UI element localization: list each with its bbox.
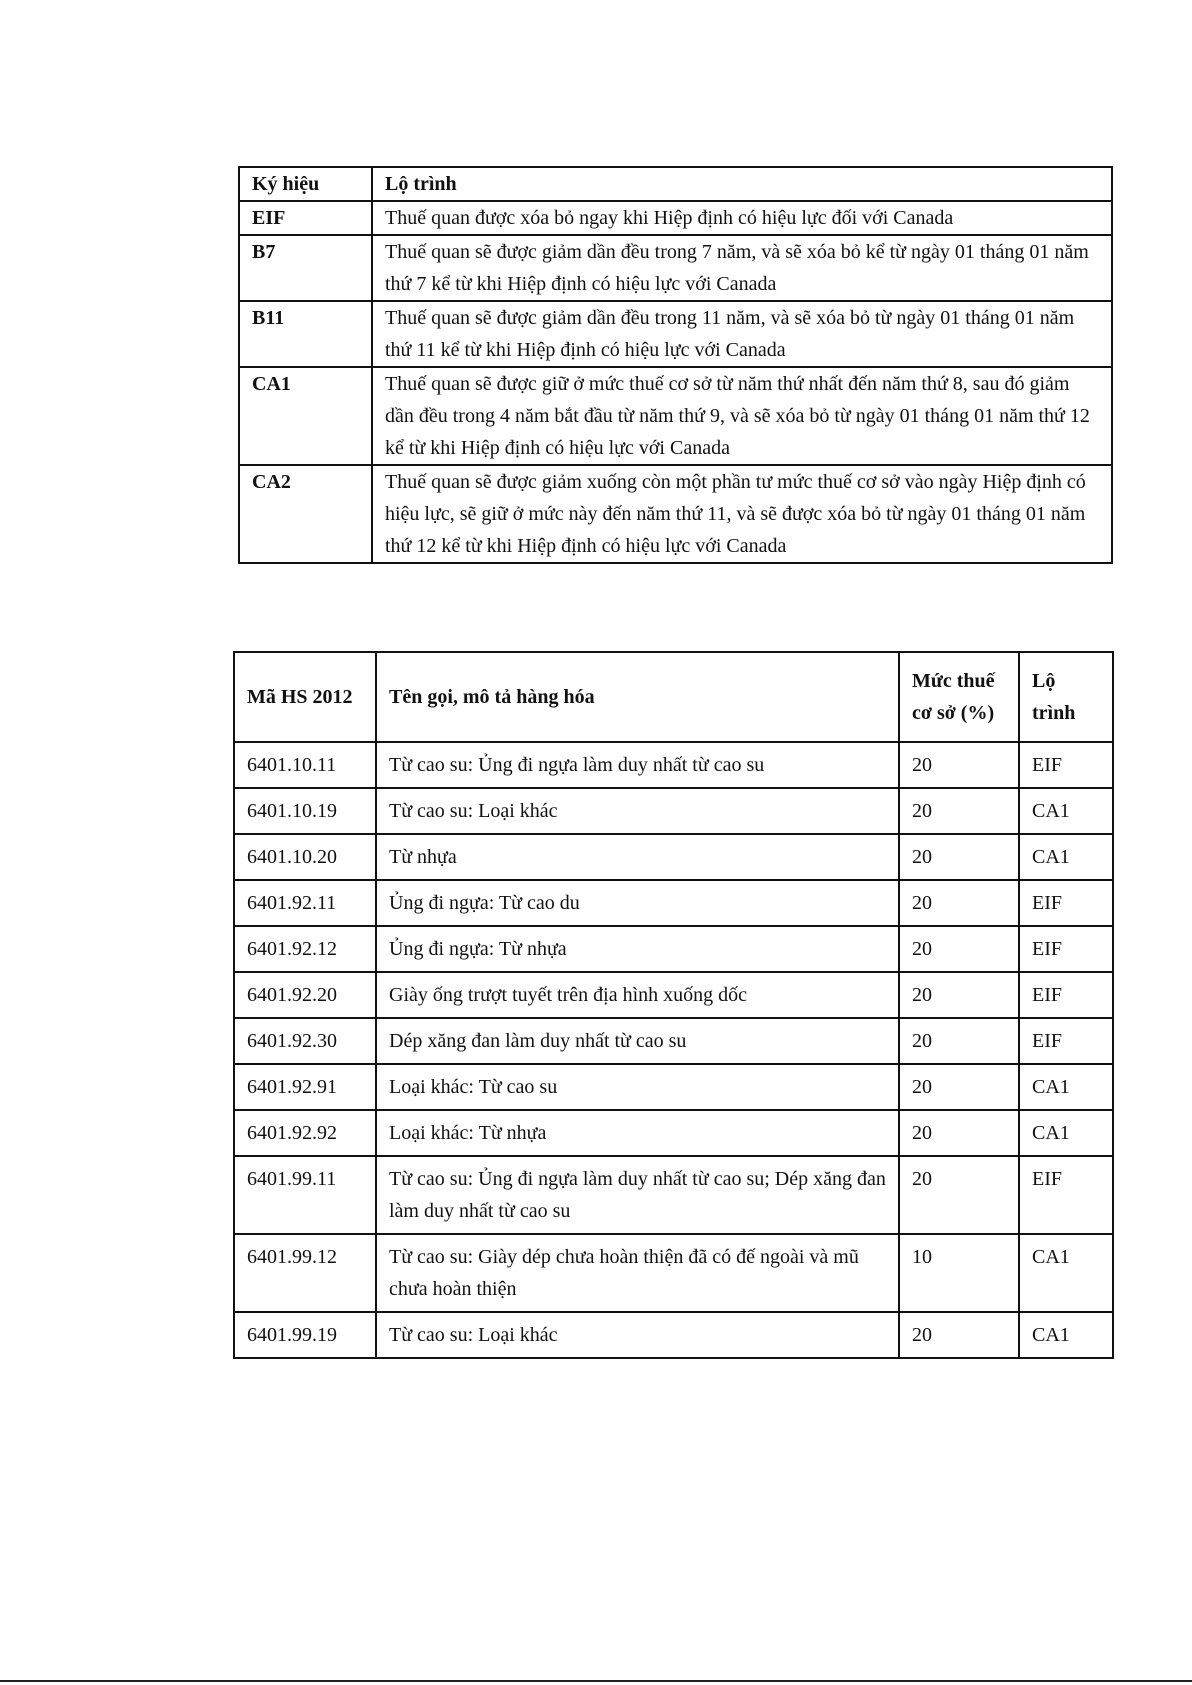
tariff-header-base-rate: Mức thuế cơ sở (%) bbox=[899, 652, 1019, 742]
description-cell: Ủng đi ngựa: Từ nhựa bbox=[376, 926, 899, 972]
description-cell: Từ cao su: Loại khác bbox=[376, 788, 899, 834]
legend-code-cell: B11 bbox=[239, 301, 372, 367]
description-cell: Dép xăng đan làm duy nhất từ cao su bbox=[376, 1018, 899, 1064]
tariff-header-description: Tên gọi, mô tả hàng hóa bbox=[376, 652, 899, 742]
legend-header-code: Ký hiệu bbox=[239, 167, 372, 201]
legend-row bbox=[239, 301, 1112, 367]
tariff-row bbox=[234, 1064, 1113, 1110]
tariff-row bbox=[234, 1234, 1113, 1312]
schedule-cell: EIF bbox=[1019, 1156, 1113, 1234]
base-rate-cell: 20 bbox=[899, 926, 1019, 972]
legend-row bbox=[239, 235, 1112, 301]
tariff-row bbox=[234, 1110, 1113, 1156]
base-rate-cell: 20 bbox=[899, 972, 1019, 1018]
hs-code-cell: 6401.99.11 bbox=[234, 1156, 376, 1234]
page-bottom-rule bbox=[0, 1680, 1192, 1682]
tariff-row bbox=[234, 972, 1113, 1018]
description-cell: Từ cao su: Ủng đi ngựa làm duy nhất từ cao su bbox=[376, 742, 899, 788]
schedule-cell: EIF bbox=[1019, 880, 1113, 926]
legend-code-cell: EIF bbox=[239, 201, 372, 235]
tariff-header-hs-code: Mã HS 2012 bbox=[234, 652, 376, 742]
base-rate-cell: 20 bbox=[899, 1018, 1019, 1064]
hs-code-cell: 6401.10.19 bbox=[234, 788, 376, 834]
tariff-table bbox=[233, 651, 1114, 1359]
description-cell: Ủng đi ngựa: Từ cao du bbox=[376, 880, 899, 926]
tariff-row bbox=[234, 1156, 1113, 1234]
tariff-header-schedule: Lộ trình bbox=[1019, 652, 1113, 742]
base-rate-cell: 20 bbox=[899, 1064, 1019, 1110]
tariff-row bbox=[234, 834, 1113, 880]
legend-description-cell: Thuế quan được xóa bỏ ngay khi Hiệp định có hiệu lực đối với Canada bbox=[372, 201, 1112, 235]
description-cell: Giày ống trượt tuyết trên địa hình xuống dốc bbox=[376, 972, 899, 1018]
legend-description-cell: Thuế quan sẽ được giảm dần đều trong 11 năm, và sẽ xóa bỏ từ ngày 01 tháng 01 năm thứ 11 kể từ khi Hiệp định có hiệu lực với Canada bbox=[372, 301, 1112, 367]
tariff-row bbox=[234, 1018, 1113, 1064]
schedule-legend-table bbox=[238, 166, 1113, 564]
legend-code-cell: CA1 bbox=[239, 367, 372, 465]
schedule-cell: CA1 bbox=[1019, 1312, 1113, 1358]
tariff-row bbox=[234, 880, 1113, 926]
hs-code-cell: 6401.92.92 bbox=[234, 1110, 376, 1156]
schedule-cell: CA1 bbox=[1019, 1064, 1113, 1110]
legend-description-cell: Thuế quan sẽ được giữ ở mức thuế cơ sở từ năm thứ nhất đến năm thứ 8, sau đó giảm dần đều trong 4 năm bắt đầu từ năm thứ 9, và sẽ xóa bỏ từ ngày 01 tháng 01 năm thứ 12 kể từ khi Hiệp định có hiệu lực với Canada bbox=[372, 367, 1112, 465]
hs-code-cell: 6401.92.11 bbox=[234, 880, 376, 926]
schedule-cell: CA1 bbox=[1019, 1234, 1113, 1312]
base-rate-cell: 20 bbox=[899, 1312, 1019, 1358]
legend-header-schedule: Lộ trình bbox=[372, 167, 1112, 201]
legend-description-cell: Thuế quan sẽ được giảm xuống còn một phần tư mức thuế cơ sở vào ngày Hiệp định có hiệu lực, sẽ giữ ở mức này đến năm thứ 11, và sẽ được xóa bỏ từ ngày 01 tháng 01 năm thứ 12 kể từ khi Hiệp định có hiệu lực với Canada bbox=[372, 465, 1112, 563]
hs-code-cell: 6401.10.20 bbox=[234, 834, 376, 880]
tariff-row bbox=[234, 742, 1113, 788]
schedule-cell: EIF bbox=[1019, 926, 1113, 972]
hs-code-cell: 6401.92.12 bbox=[234, 926, 376, 972]
tariff-header-row bbox=[234, 652, 1113, 742]
base-rate-cell: 20 bbox=[899, 834, 1019, 880]
base-rate-cell: 20 bbox=[899, 880, 1019, 926]
schedule-cell: EIF bbox=[1019, 1018, 1113, 1064]
legend-code-cell: CA2 bbox=[239, 465, 372, 563]
legend-row bbox=[239, 367, 1112, 465]
schedule-cell: CA1 bbox=[1019, 788, 1113, 834]
description-cell: Từ cao su: Loại khác bbox=[376, 1312, 899, 1358]
legend-row bbox=[239, 201, 1112, 235]
description-cell: Từ nhựa bbox=[376, 834, 899, 880]
base-rate-cell: 20 bbox=[899, 1156, 1019, 1234]
schedule-cell: CA1 bbox=[1019, 1110, 1113, 1156]
legend-code-cell: B7 bbox=[239, 235, 372, 301]
description-cell: Từ cao su: Giày dép chưa hoàn thiện đã có đế ngoài và mũ chưa hoàn thiện bbox=[376, 1234, 899, 1312]
description-cell: Loại khác: Từ cao su bbox=[376, 1064, 899, 1110]
base-rate-cell: 10 bbox=[899, 1234, 1019, 1312]
legend-row bbox=[239, 465, 1112, 563]
tariff-row bbox=[234, 1312, 1113, 1358]
hs-code-cell: 6401.10.11 bbox=[234, 742, 376, 788]
legend-header-row bbox=[239, 167, 1112, 201]
description-cell: Loại khác: Từ nhựa bbox=[376, 1110, 899, 1156]
legend-description-cell: Thuế quan sẽ được giảm dần đều trong 7 năm, và sẽ xóa bỏ kể từ ngày 01 tháng 01 năm thứ 7 kể từ khi Hiệp định có hiệu lực với Canada bbox=[372, 235, 1112, 301]
base-rate-cell: 20 bbox=[899, 742, 1019, 788]
hs-code-cell: 6401.92.91 bbox=[234, 1064, 376, 1110]
description-cell: Từ cao su: Ủng đi ngựa làm duy nhất từ cao su; Dép xăng đan làm duy nhất từ cao su bbox=[376, 1156, 899, 1234]
hs-code-cell: 6401.99.12 bbox=[234, 1234, 376, 1312]
schedule-cell: EIF bbox=[1019, 972, 1113, 1018]
base-rate-cell: 20 bbox=[899, 788, 1019, 834]
hs-code-cell: 6401.99.19 bbox=[234, 1312, 376, 1358]
hs-code-cell: 6401.92.20 bbox=[234, 972, 376, 1018]
hs-code-cell: 6401.92.30 bbox=[234, 1018, 376, 1064]
schedule-cell: EIF bbox=[1019, 742, 1113, 788]
base-rate-cell: 20 bbox=[899, 1110, 1019, 1156]
tariff-row bbox=[234, 926, 1113, 972]
tariff-row bbox=[234, 788, 1113, 834]
schedule-cell: CA1 bbox=[1019, 834, 1113, 880]
